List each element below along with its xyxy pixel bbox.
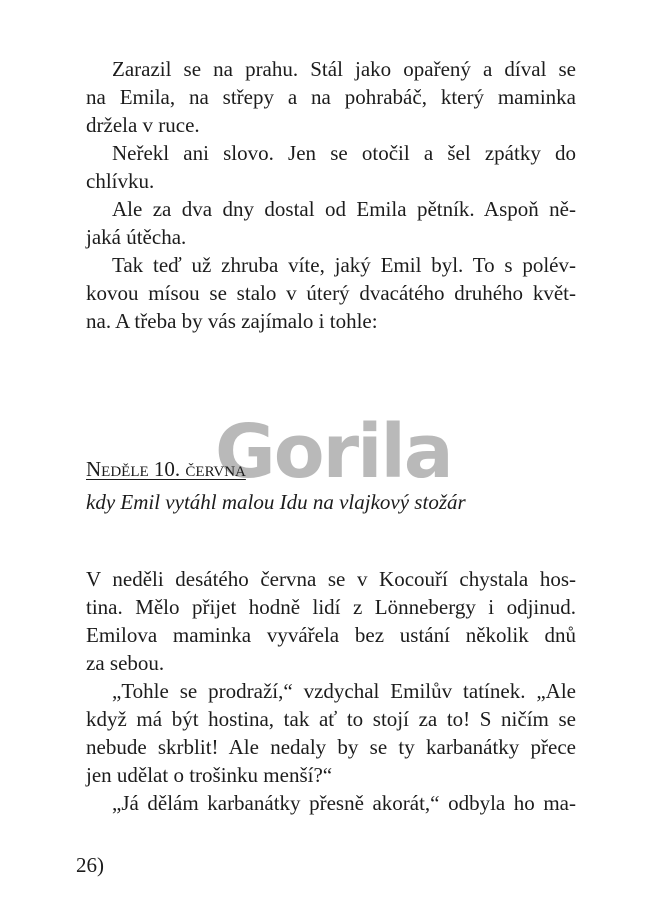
chapter-heading: Neděle 10. června bbox=[86, 457, 246, 481]
text-line: kovou mísou se stalo v úterý dvacátého druhého květ- bbox=[86, 281, 576, 305]
text-line: V neděli desátého června se v Kocouří chystala hos- bbox=[86, 567, 576, 591]
watermark-logo: Gorila bbox=[215, 409, 452, 495]
text-line: Neřekl ani slovo. Jen se otočil a šel zpátky do bbox=[112, 141, 576, 165]
text-line: Ale za dva dny dostal od Emila pětník. Aspoň ně- bbox=[112, 197, 576, 221]
text-line: nebude skrblit! Ale nedaly by se ty karbanátky přece bbox=[86, 735, 576, 759]
text-line: jaká útěcha. bbox=[86, 225, 187, 249]
text-line: „Tohle se prodraží,“ vzdychal Emilův tatínek. „Ale bbox=[112, 679, 576, 703]
text-line: když má být hostina, tak ať to stojí za to! S ničím se bbox=[86, 707, 576, 731]
text-line: Zarazil se na prahu. Stál jako opařený a díval se bbox=[112, 57, 576, 81]
text-line: Emilova maminka vyvářela bez ustání několik dnů bbox=[86, 623, 576, 647]
text-line: na. A třeba by vás zajímalo i tohle: bbox=[86, 309, 378, 333]
text-line: tina. Mělo přijet hodně lidí z Lönnebergy i odjinud. bbox=[86, 595, 576, 619]
text-line: za sebou. bbox=[86, 651, 165, 675]
text-line: chlívku. bbox=[86, 169, 155, 193]
chapter-subheading: kdy Emil vytáhl malou Idu na vlajkový stožár bbox=[86, 490, 466, 514]
text-line: Tak teď už zhruba víte, jaký Emil byl. To s polév- bbox=[112, 253, 576, 277]
text-line: jen udělat o trošinku menší?“ bbox=[86, 763, 333, 787]
text-line: na Emila, na střepy a na pohrabáč, který maminka bbox=[86, 85, 576, 109]
text-line: držela v ruce. bbox=[86, 113, 200, 137]
text-line: „Já dělám karbanátky přesně akorát,“ odbyla ho ma- bbox=[112, 791, 576, 815]
page-number: 26) bbox=[76, 853, 104, 877]
